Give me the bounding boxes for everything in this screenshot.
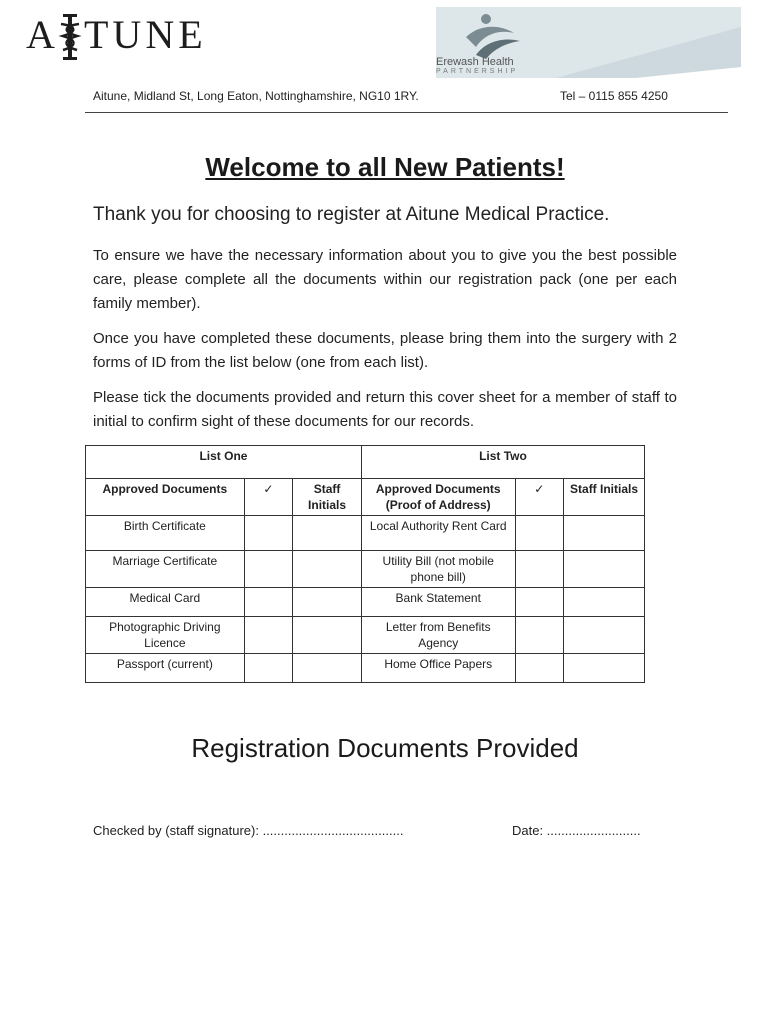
header-divider (85, 112, 728, 113)
practice-address: Aitune, Midland St, Long Eaton, Nottinghamshire, NG10 1RY. (93, 89, 419, 103)
table-header-lists (86, 446, 645, 479)
list-one-document: Passport (current) (86, 654, 245, 683)
checkmark-icon: ✓ (263, 482, 274, 496)
caduceus-icon (57, 10, 83, 62)
list-one-header: List One (86, 446, 362, 479)
list-one-document: Photographic Driving Licence (86, 617, 245, 654)
list-one-tick-cell[interactable] (244, 516, 293, 551)
paragraph-registration-pack: To ensure we have the necessary information about you to give you the best possible care, please complete all the documents within our registration pack (one per each family member). (93, 247, 677, 312)
paragraph-id-forms: Once you have completed these documents, please bring them into the surgery with 2 forms of ID from the list below (one from each list). (93, 330, 677, 371)
list-two-tick-cell[interactable] (515, 588, 564, 617)
table-row (86, 551, 645, 588)
list-two-tick-cell[interactable] (515, 516, 564, 551)
list-two-documents-header: Approved Documents (Proof of Address) (361, 479, 515, 516)
list-one-document: Medical Card (86, 588, 245, 617)
list-two-document: Utility Bill (not mobile phone bill) (361, 551, 515, 588)
list-two-document: Bank Statement (361, 588, 515, 617)
list-two-initials-cell[interactable] (564, 551, 645, 588)
logo-text-prefix: A (26, 12, 59, 57)
list-two-initials-cell[interactable] (564, 588, 645, 617)
list-two-initials-cell[interactable] (564, 617, 645, 654)
list-two-document: Home Office Papers (361, 654, 515, 683)
table-row (86, 588, 645, 617)
partner-subtitle: PARTNERSHIP (436, 68, 519, 75)
lead-sentence: Thank you for choosing to register at Aitune Medical Practice. (93, 204, 610, 225)
list-two-tick-cell[interactable] (515, 654, 564, 683)
list-one-documents-header: Approved Documents (86, 479, 245, 516)
list-two-initials-cell[interactable] (564, 516, 645, 551)
documents-table (85, 445, 645, 683)
table-row (86, 654, 645, 683)
date-line[interactable]: Date: .......................... (512, 823, 641, 838)
list-one-tick-cell[interactable] (244, 551, 293, 588)
list-one-tick-cell[interactable] (244, 588, 293, 617)
list-one-tick-cell[interactable] (244, 617, 293, 654)
list-one-document: Marriage Certificate (86, 551, 245, 588)
table-row (86, 516, 645, 551)
list-one-initials-cell[interactable] (293, 617, 362, 654)
partner-name: Erewash Health (436, 56, 514, 68)
list-one-tick-cell[interactable] (244, 654, 293, 683)
list-one-document: Birth Certificate (86, 516, 245, 551)
practice-telephone: Tel – 0115 855 4250 (560, 89, 668, 103)
list-two-initials-header: Staff Initials (564, 479, 645, 516)
checked-by-signature-line[interactable]: Checked by (staff signature): ....................................... (93, 823, 404, 838)
list-one-initials-cell[interactable] (293, 551, 362, 588)
list-one-initials-cell[interactable] (293, 516, 362, 551)
list-two-tick-cell[interactable] (515, 617, 564, 654)
list-two-tick-header (515, 479, 564, 516)
list-one-initials-cell[interactable] (293, 588, 362, 617)
list-two-header: List Two (361, 446, 644, 479)
list-two-document: Local Authority Rent Card (361, 516, 515, 551)
table-header-columns (86, 479, 645, 516)
list-two-document: Letter from Benefits Agency (361, 617, 515, 654)
list-one-initials-cell[interactable] (293, 654, 362, 683)
list-one-initials-header: Staff Initials (293, 479, 362, 516)
section-title: Registration Documents Provided (191, 733, 579, 763)
paragraph-tick-documents: Please tick the documents provided and return this cover sheet for a member of staff to initial to confirm sight of these documents for our records. (93, 389, 677, 430)
list-one-tick-header (244, 479, 293, 516)
checkmark-icon: ✓ (534, 482, 545, 496)
page-title: Welcome to all New Patients! (205, 152, 565, 182)
logo-text-suffix: TUNE (84, 12, 207, 57)
list-two-tick-cell[interactable] (515, 551, 564, 588)
list-two-initials-cell[interactable] (564, 654, 645, 683)
table-row (86, 617, 645, 654)
